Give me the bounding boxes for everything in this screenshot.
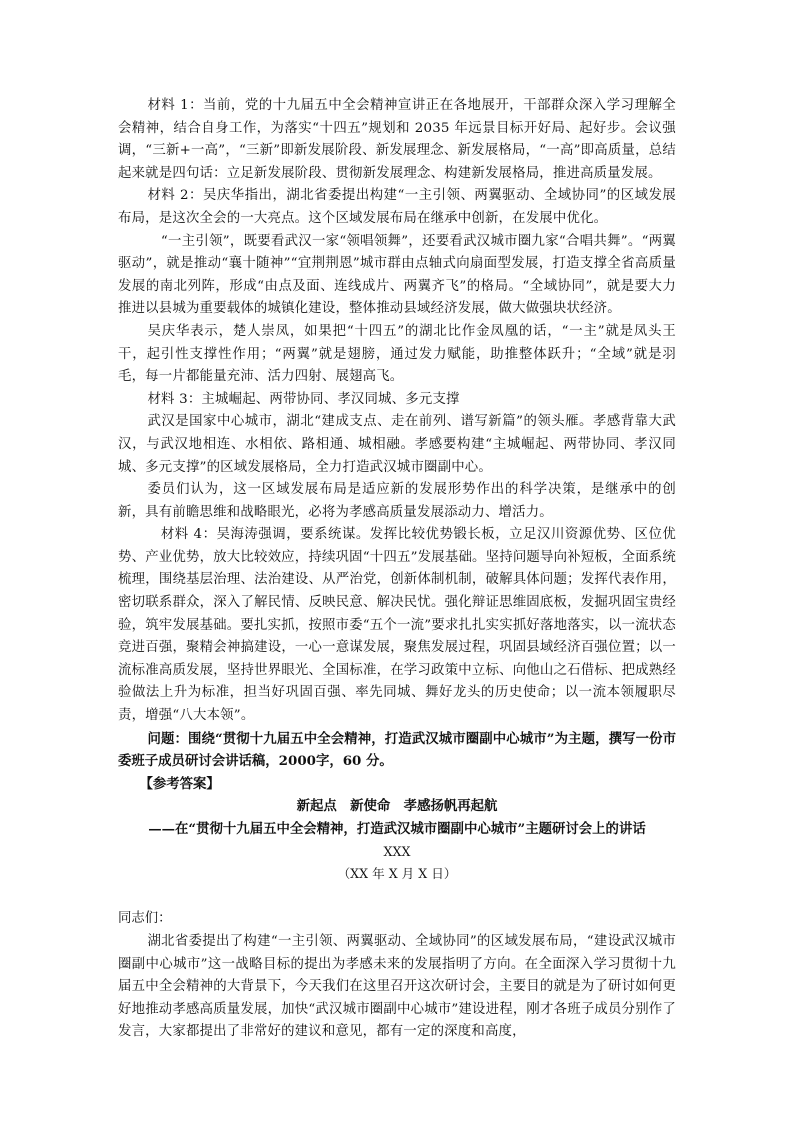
question: 问题：围绕“贯彻十九届五中全会精神，打造武汉城市圈副中心城市”为主题，撰写一份市委班子成员研讨会讲话稿，2000字，60 分。 xyxy=(118,730,676,770)
speech-title: 新起点 新使命 孝感扬帆再起航 xyxy=(296,798,498,815)
material-1: 材料 1：当前，党的十九届五中全会精神宣讲正在各地展开，干部群众深入学习理解全会精神，结合自身工作，为落实“十四五”规划和 2035 年远景目标开好局、起好步。会议强调，“三新+一高”，“三新”即新发展阶段、新发展理念、新发展格局，“一高”即高质量，总结起来就是四句话：立足新发展阶段、贯彻新发展理念、构建新发展格局，推进高质量发展。 xyxy=(118,98,676,181)
material-3-paragraph-3: 委员们认为，这一区域发展布局是适应新的发展形势作出的科学决策，是继承中的创新，具有前瞻思维和战略眼光，必将为孝感高质量发展添动力、增活力。 xyxy=(118,482,676,520)
reference-answer-heading: 【参考答案】 xyxy=(139,775,220,792)
material-2: 材料 2：吴庆华指出，湖北省委提出构建“一主引领、两翼驱动、全域协同”的区域发展布局，是这次全会的一大亮点。这个区域发展布局在继承中创新，在发展中优化。 xyxy=(118,188,676,226)
material-2-paragraph-2: “一主引领”，既要看武汉一家“领唱领舞”，还要看武汉城市圈九家“合唱共舞”。“两翼驱动”，就是推动“襄十随神”“宜荆荆恩”城市群由点轴式向扇面型发展，打造支撑全省高质量发展的南北列阵，形成“由点及面、连线成片、两翼齐飞”的格局。“全域协同”，就是要大力推进以县城为重要载体的城镇化建设，整体推动县域经济发展，做大做强块状经济。 xyxy=(118,233,676,317)
speaker-name: XXX xyxy=(383,843,411,859)
salutation: 同志们： xyxy=(118,911,172,927)
speech-subtitle: ——在“贯彻十九届五中全会精神，打造武汉城市圈副中心城市”主题研讨会上的讲话 xyxy=(148,821,646,837)
material-4: 材料 4：吴海涛强调，要系统谋。发挥比较优势锻长板，立足汉川资源优势、区位优势、产业优势，放大比较效应，持续巩固“十四五”发展基础。坚持问题导向补短板，全面系统梳理，围绕基层治理、法治建设、从严治党，创新体制机制，破解具体问题；发挥代表作用，密切联系群众，深入了解民情、反映民意、解决民忧。强化辩证思维固底板，发掘巩固宝贵经验，筑牢发展基础。要扎实抓，按照市委“五个一流”要求扎扎实实抓好落地落实，以一流状态竞进百强，聚精会神搞建设，一心一意谋发展，聚焦发展过程，巩固县域经济百强位置；以一流标准高质发展，坚持世界眼光、全国标准，在学习政策中立标、向他山之石借标、把成熟经验做法上升为标准，担当好巩固百强、率先同城、舞好龙头的历史使命；以一流本领履职尽责，增强“八大本领”。 xyxy=(118,527,676,724)
speech-date: （XX 年 X 月 X 日） xyxy=(337,866,457,882)
blank-line xyxy=(118,886,676,909)
material-3: 材料 3：主城崛起、两带协同、孝汉同城、多元支撑 xyxy=(147,391,460,407)
speech-body: 湖北省委提出了构建“一主引领、两翼驱动、全域协同”的区域发展布局，“建设武汉城市圈副中心城市”这一战略目标的提出为孝感未来的发展指明了方向。在全面深入学习贯彻十九届五中全会精神的大背景下，今天我们在这里召开这次研讨会，主要目的就是为了研讨如何更好地推动孝感高质量发展，加快“武汉城市圈副中心城市”建设进程，刚才各班子成员分别作了发言，大家都提出了非常好的建议和意见，都有一定的深度和高度， xyxy=(118,933,676,1040)
material-3-paragraph-2: 武汉是国家中心城市，湖北“建成支点、走在前列、谱写新篇”的领头雁。孝感背靠大武汉，与武汉地相连、水相依、路相通、城相融。孝感要构建“主城崛起、两带协同、孝汉同城、多元支撑”的区域发展格局，全力打造武汉城市圈副中心。 xyxy=(118,414,676,475)
material-2-paragraph-3: 吴庆华表示，楚人崇凤，如果把“十四五”的湖北比作金凤凰的话，“一主”就是凤头王干，起引性支撑性作用；“两翼”就是翅膀，通过发力赋能，助推整体跃升；“全域”就是羽毛，每一片都能量充沛、活力四射、展翅高飞。 xyxy=(118,323,676,385)
